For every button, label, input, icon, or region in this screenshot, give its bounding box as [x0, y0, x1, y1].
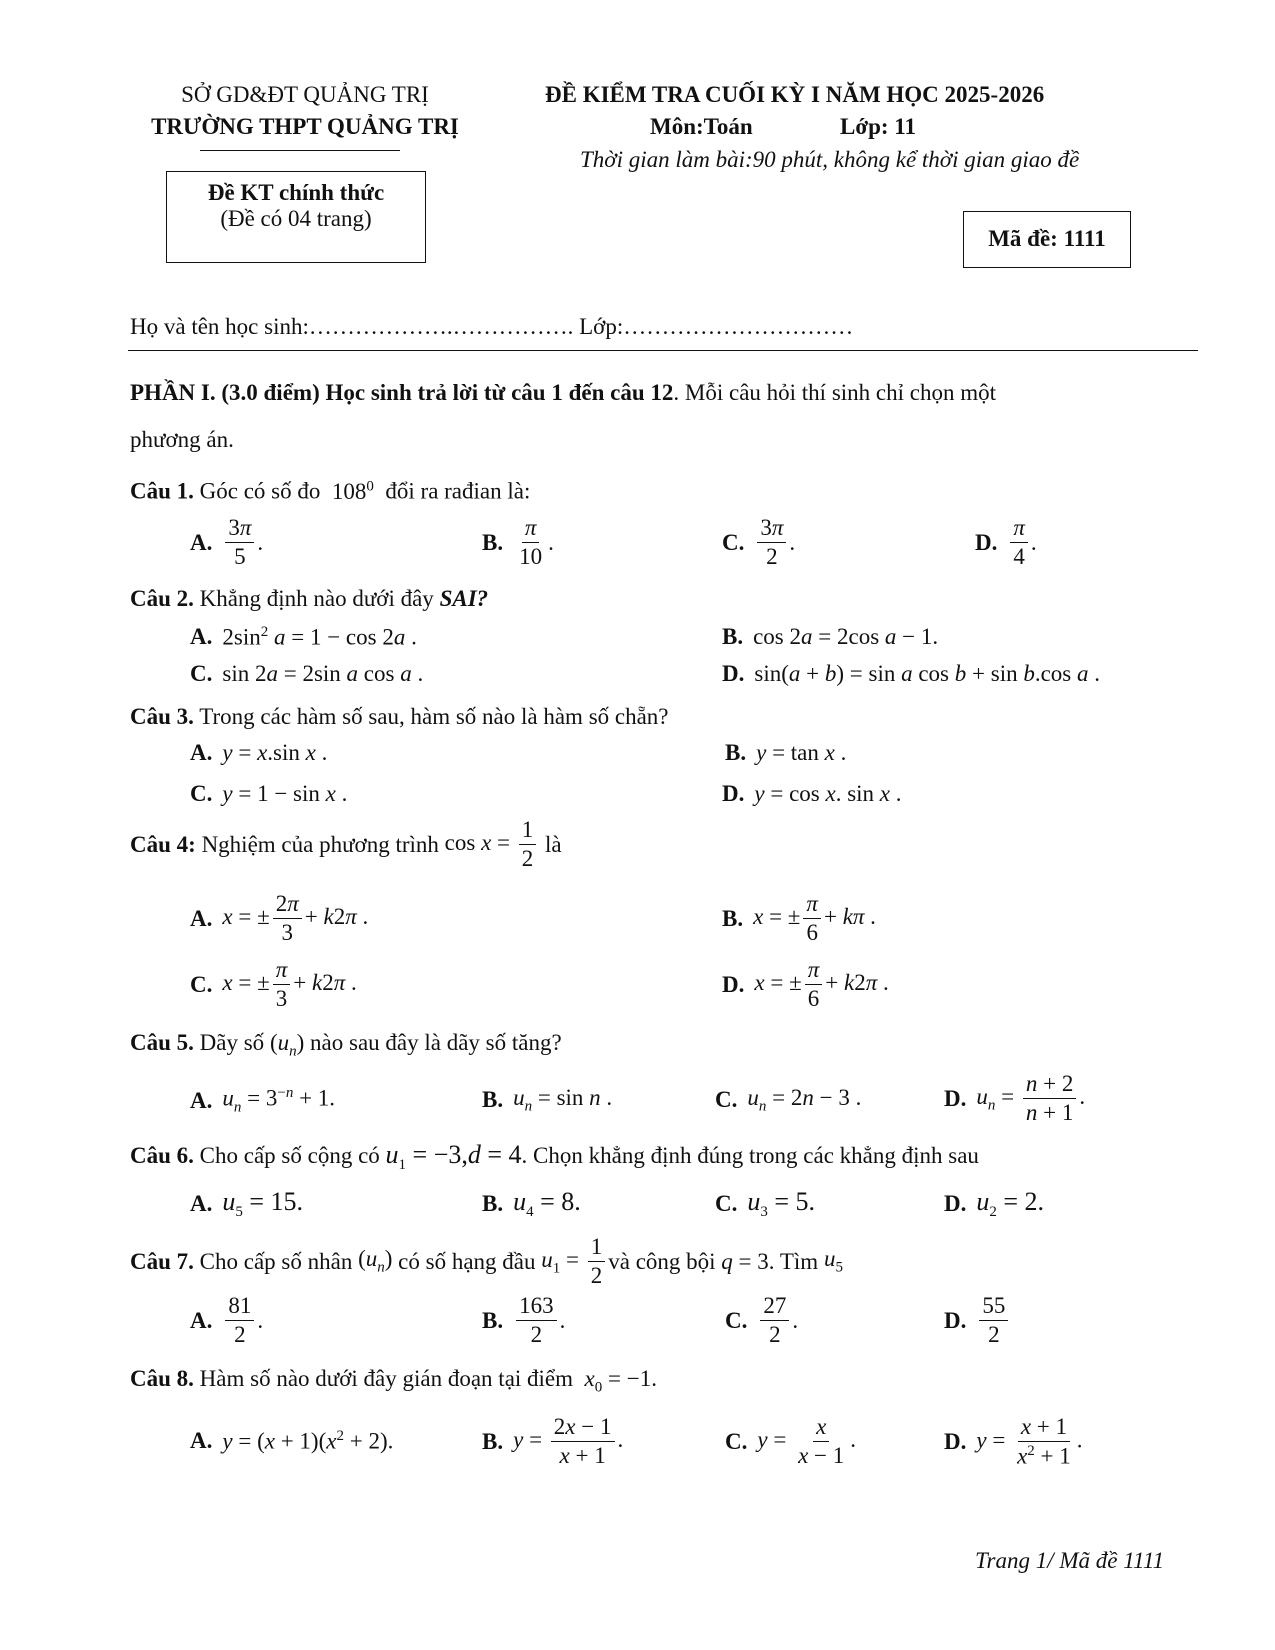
q2-option-b[interactable]: B. cos 2a = 2cos a − 1. [722, 624, 939, 649]
question-2-emphasis: SAI? [439, 586, 489, 611]
q7-option-d[interactable]: D. $\frac{55}{2}$ [944, 1294, 1011, 1347]
question-6 [130, 1140, 979, 1174]
question-7-text-d: . Tìm [768, 1248, 819, 1274]
official-box [166, 171, 426, 263]
question-5-text-end: nào sau đây là dãy số tăng? [310, 1030, 562, 1055]
q5-option-c[interactable]: C. $u_n = 2n - 3$ . [715, 1085, 862, 1115]
q2-option-a[interactable]: A. $2\sin^2$ a = 1 − cos 2a . [190, 624, 417, 650]
part1-title-rest: . Mỗi câu hỏi thí sinh chỉ chọn một [673, 380, 996, 405]
q5-option-d[interactable]: D. $u_n$ = $\frac{n + 2}{n + 1}$ . [944, 1071, 1086, 1126]
question-3-text: Trong các hàm số sau, hàm số nào là hàm số chẵn? [199, 704, 669, 729]
question-7-number: Câu 7. [130, 1248, 194, 1274]
question-6-text: Cho cấp số cộng có [199, 1143, 380, 1168]
official-title: Đề KT chính thức [207, 180, 385, 205]
dept-name: SỞ GD&ĐT QUẢNG TRỊ [181, 82, 429, 107]
q2-option-d[interactable]: D. sin(a + b) = sin a cos b + sin b.cos a . [722, 661, 1100, 686]
q4-option-b[interactable]: B. x = ± $\frac{\pi}{6}$ + kπ . [722, 891, 876, 946]
question-2-number: Câu 2. [130, 586, 194, 611]
time-note: Thời gian làm bài:90 phút, không kể thời gian giao đề [580, 147, 1080, 172]
question-4 [130, 818, 562, 871]
q7-option-b[interactable]: B. $\frac{163}{2}$ . [482, 1293, 566, 1348]
school-underline [200, 150, 400, 151]
q5-option-a[interactable]: A. $u_n = 3^{-n} + 1$. [190, 1085, 336, 1116]
question-1-text: Góc có số đo [199, 478, 321, 504]
question-1-number: Câu 1. [130, 478, 194, 504]
question-3 [130, 704, 669, 730]
q4-option-a[interactable]: A. x = ± $\frac{2\pi}{3}$ + k2π . [190, 891, 369, 946]
student-info-line: Họ và tên học sinh:……………….……………. Lớp:………………………… [130, 314, 854, 339]
question-6-math: $u_1 = -3,d = 4$ [385, 1140, 522, 1174]
q8-option-c[interactable]: C. y = $\frac{x}{x - 1}$ . [725, 1414, 857, 1469]
question-3-number: Câu 3. [130, 704, 194, 729]
q8-option-d[interactable]: D. y = $\frac{x + 1}{x^2 + 1}$ . [944, 1414, 1083, 1469]
q6-option-c[interactable]: C. $u_3 = 5$. [715, 1187, 816, 1221]
question-4-text: Nghiệm của phương trình [201, 831, 439, 857]
question-1-text-end: đổi ra rađian là: [385, 478, 531, 504]
q5-option-b[interactable]: B. $u_n = \sin n$ . [482, 1085, 613, 1115]
question-8-point: $x_0 = -1$. [584, 1366, 657, 1396]
q3-option-a[interactable]: A. y = x.sin x . [190, 740, 328, 765]
question-1-math: $108^0$ [326, 478, 374, 504]
question-7-text-c: và công bội [608, 1248, 716, 1274]
question-7-text-b: có số hạng đầu [398, 1248, 536, 1274]
q3-option-b[interactable]: B. y = tan x . [725, 740, 847, 765]
question-7 [130, 1235, 843, 1288]
q2-option-c[interactable]: C. sin 2a = 2sin a cos a . [190, 661, 424, 686]
q4-option-c[interactable]: C. x = ± $\frac{\pi}{3}$ + k2π . [190, 957, 357, 1012]
question-2 [130, 586, 488, 612]
exam-title: ĐỀ KIỂM TRA CUỐI KỲ I NĂM HỌC 2025-2026 [545, 82, 1045, 107]
q6-option-b[interactable]: B. $u_4 = 8$. [482, 1187, 581, 1221]
part1-title-line2: phương án. [130, 427, 234, 452]
exam-code-box: Mã đề: 1111 [963, 211, 1131, 268]
subject: Môn:Toán [650, 114, 753, 139]
q6-option-d[interactable]: D. $u_2 = 2$. [944, 1187, 1045, 1221]
question-7-first-term: $u_1$ = $\frac{1}{2}$ [541, 1235, 608, 1288]
question-6-text-end: . Chọn khẳng định đúng trong các khẳng định sau [521, 1143, 979, 1168]
question-7-ratio: q = 3 [721, 1248, 769, 1274]
question-6-number: Câu 6. [130, 1143, 194, 1168]
q1-option-c[interactable]: C. $\frac{3\pi}{2}$ . [722, 515, 796, 570]
header-divider [128, 350, 1198, 351]
question-7-text-a: Cho cấp số nhân [199, 1248, 353, 1274]
q8-option-a[interactable]: A. $y = (x + 1)(x^2 + 2)$. [190, 1428, 394, 1454]
grade: Lớp: 11 [840, 114, 917, 139]
question-5-number: Câu 5. [130, 1030, 194, 1055]
question-8-text: Hàm số nào dưới đây gián đoạn tại điểm [199, 1366, 574, 1391]
part1-title [130, 380, 996, 406]
q7-option-a[interactable]: A. $\frac{81}{2}$ . [190, 1293, 264, 1348]
question-4-number: Câu 4: [130, 831, 196, 857]
q1-option-a[interactable]: A. $\frac{3\pi}{5}$ . [190, 515, 264, 570]
q1-option-b[interactable]: B. $\frac{\pi}{10}$ . [482, 515, 554, 570]
question-5-sequence: $(u_n)$ [269, 1030, 305, 1060]
question-4-equation: cos x = $\frac{1}{2}$ [445, 818, 540, 871]
q8-option-b[interactable]: B. y = $\frac{2x - 1}{x + 1}$ . [482, 1414, 624, 1469]
q3-option-d[interactable]: D. y = cos x. sin x . [722, 781, 902, 806]
page-footer: Trang 1/ Mã đề 1111 [975, 1548, 1165, 1573]
part1-title-bold: PHẦN I. (3.0 điểm) Học sinh trả lời từ câu 1 đến câu 12 [130, 380, 674, 405]
school-name: TRƯỜNG THPT QUẢNG TRỊ [151, 114, 459, 139]
q4-option-d[interactable]: D. x = ± $\frac{\pi}{6}$ + k2π . [722, 957, 889, 1012]
page-count-note: (Đề có 04 trang) [220, 206, 372, 231]
question-8-number: Câu 8. [130, 1366, 194, 1391]
question-8 [130, 1366, 657, 1397]
question-5-text: Dãy số [199, 1030, 265, 1055]
q3-option-c[interactable]: C. y = 1 − sin x . [190, 781, 348, 806]
question-5 [130, 1030, 562, 1061]
q6-option-a[interactable]: A. $u_5 = 15$. [190, 1187, 304, 1221]
question-2-text: Khẳng định nào dưới đây [199, 586, 434, 611]
question-7-sequence: $(u_n)$ [358, 1246, 393, 1276]
q1-option-d[interactable]: D. $\frac{\pi}{4}$ . [975, 515, 1037, 570]
q7-option-c[interactable]: C. $\frac{27}{2}$ . [725, 1293, 799, 1348]
question-4-text-end: là [545, 831, 562, 857]
question-1 [130, 478, 530, 505]
question-7-target: $u_5$ [823, 1246, 843, 1276]
